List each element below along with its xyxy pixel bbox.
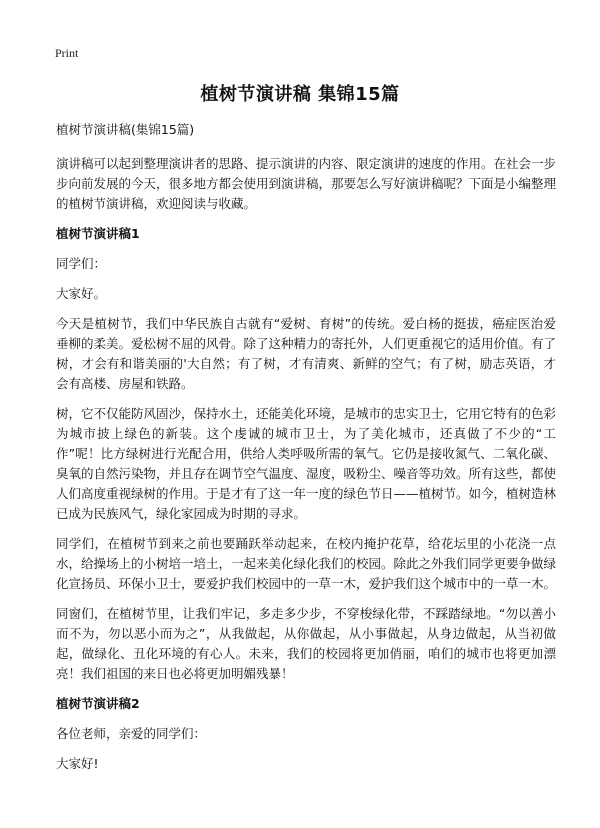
paragraph: 同学们，在植树节到来之前也要踊跃举动起来，在校内掩护花草，给花坛里的小花浇一点水，给操场上的小树培一培土，一起来美化绿化我们的校园。除此之外我们同学更要争做绿化宣扬员、环保小卫士，要爱护我们校园中的一草一木，爱护我们这个城市中的一草一木。: [56, 536, 557, 591]
document-title: 植树节演讲稿 集锦15篇: [200, 84, 400, 105]
intro-paragraph: 演讲稿可以起到整理演讲者的思路、提示演讲的内容、限定演讲的速度的作用。在社会一步步向前发展的今天，很多地方都会使用到演讲稿，那要怎么写好演讲稿呢？下面是小编整理的植树节演讲稿，欢迎阅读与收藏。: [56, 156, 557, 211]
section-heading: 植树节演讲稿1: [56, 226, 140, 241]
paragraph: 同学们：: [56, 256, 107, 271]
section-heading: 植树节演讲稿2: [56, 696, 140, 711]
document-subtitle: 植树节演讲稿(集锦15篇): [56, 122, 195, 137]
paragraph: 大家好!: [56, 756, 99, 771]
paragraph: 树，它不仅能防风固沙，保持水土，还能美化环境，是城市的忠实卫士，它用它特有的色彩为城市披上绿色的新装。这个虔诚的城市卫士，为了美化城市，还真做了不少的“工作”呢！比方绿树进行光配合用，供给人类呼吸所需的氧气。它仍是接收氮气、二氧化碳、臭氧的自然污染物，并且存在调节空气温度、湿度，吸粉尘、噪音等功效。所有这些，都使人们高度重视绿树的作用。于是才有了这一年一度的绿色节日——植树节。如今，植树造林已成为民族风气，绿化家园成为时期的寻求。: [56, 406, 557, 521]
section-1: [56, 224, 556, 684]
paragraph: 各位老师，亲爱的同学们：: [56, 726, 207, 741]
print-link[interactable]: Print: [55, 46, 79, 60]
document-body: [56, 120, 556, 784]
paragraph: 今天是植树节，我们中华民族自古就有“爱树、育树”的传统。爱白杨的挺拔，癌症医治爱垂柳的柔美。爱松树不屈的风骨。除了这种精力的寄托外，人们更重视它的适用价值。有了树，才会有和谐美丽的'大自然；有了树，才有清爽、新鲜的空气；有了树，励志英语，才会有高楼、房屋和铁路。: [56, 316, 557, 391]
paragraph: 大家好。: [56, 286, 107, 301]
paragraph: 同窗们，在植树节里，让我们牢记，多走多少步，不穿梭绿化带，不踩踏绿地。“勿以善小而不为，勿以恶小而为之”，从我做起，从你做起，从小事做起，从身边做起，从当初做起，做绿化、丑化环境的有心人。未来，我们的校园将更加俏丽，咱们的城市也将更加漂亮！我们祖国的来日也必将更加明媚残暴！: [56, 606, 556, 681]
section-2: [56, 694, 556, 774]
